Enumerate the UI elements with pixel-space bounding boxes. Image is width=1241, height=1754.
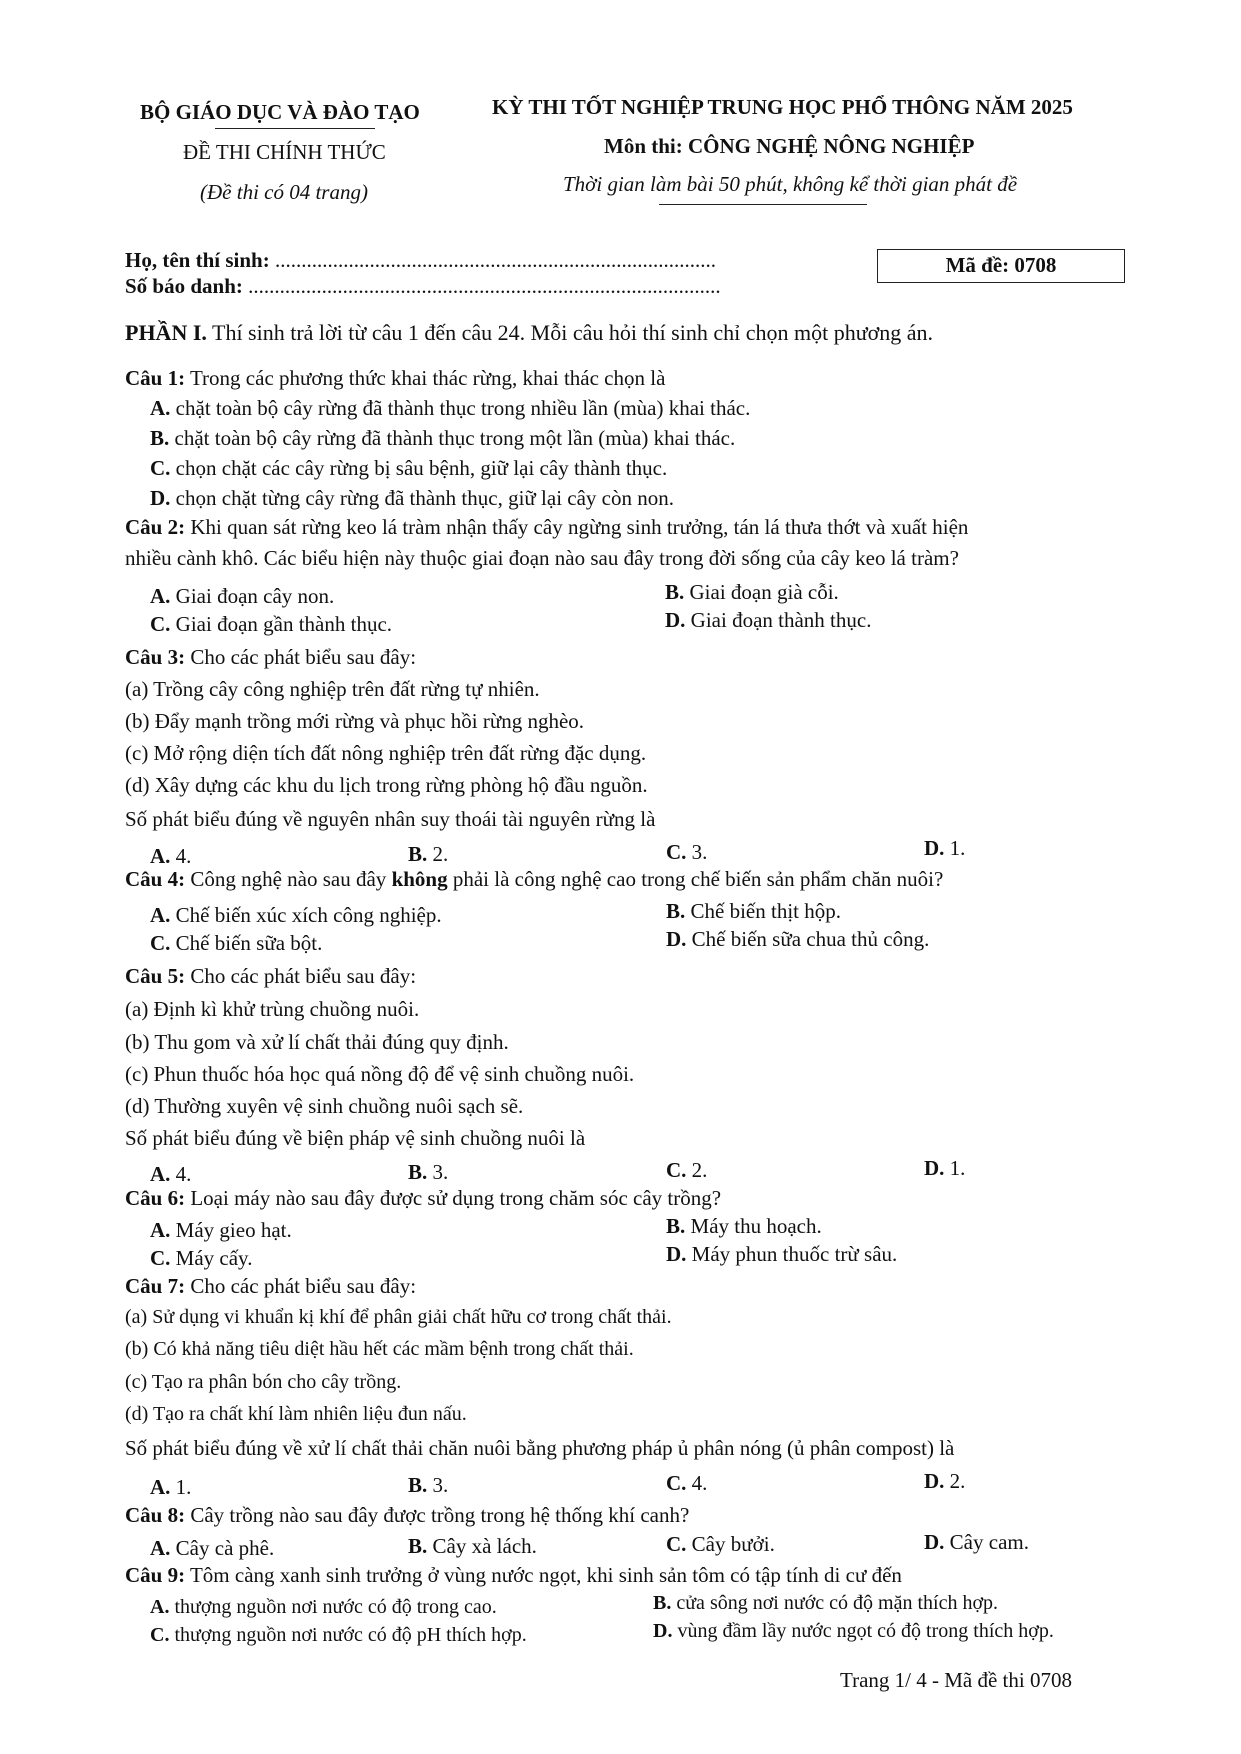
option-text: Cây xà lách. <box>432 1534 537 1558</box>
question-5 <box>125 964 416 989</box>
option-text: 4. <box>175 1162 192 1186</box>
question-2 <box>125 515 968 540</box>
option-letter: A. <box>150 396 171 420</box>
option-letter: D. <box>924 836 945 860</box>
q2-option-b[interactable] <box>665 580 839 605</box>
option-text: Giai đoạn cây non. <box>175 584 335 608</box>
question-6 <box>125 1186 721 1211</box>
option-text: Chế biến sữa chua thủ công. <box>691 927 930 951</box>
q5-statement-a: (a) Định kì khử trùng chuồng nuôi. <box>125 997 420 1021</box>
exam-code-label: Mã đề: <box>945 253 1010 277</box>
q3-option-b[interactable] <box>408 842 448 867</box>
q7-statement-d: (d) Tạo ra chất khí làm nhiên liệu đun nấu. <box>125 1403 467 1425</box>
option-text: Cây cà phê. <box>175 1536 275 1560</box>
page-footer: Trang 1/ 4 - Mã đề thi 0708 <box>840 1668 1072 1692</box>
option-text: Máy gieo hạt. <box>175 1218 292 1242</box>
option-text: 4. <box>691 1471 708 1495</box>
q5-ask: Số phát biểu đúng về biện pháp vệ sinh chuồng nuôi là <box>125 1126 586 1150</box>
q7-statement-b: (b) Có khả năng tiêu diệt hầu hết các mầm bệnh trong chất thải. <box>125 1338 634 1360</box>
q3-statement-a: (a) Trồng cây công nghiệp trên đất rừng tự nhiên. <box>125 677 540 701</box>
subject-name: CÔNG NGHỆ NÔNG NGHIỆP <box>688 134 975 158</box>
option-letter: B. <box>665 580 685 604</box>
option-letter: A. <box>150 1475 171 1499</box>
candidate-name-row <box>125 248 716 273</box>
option-text: 1. <box>949 836 966 860</box>
page-count-note: (Đề thi có 04 trang) <box>200 180 368 204</box>
option-letter: A. <box>150 1596 170 1618</box>
q3-statement-b: (b) Đẩy mạnh trồng mới rừng và phục hồi rừng nghèo. <box>125 709 585 733</box>
part1-label: PHẦN I. <box>125 320 207 345</box>
question-stem: Trong các phương thức khai thác rừng, khai thác chọn là <box>189 366 666 390</box>
option-letter: C. <box>150 1624 170 1646</box>
q4-option-b[interactable] <box>666 899 841 924</box>
q7-option-a[interactable] <box>150 1475 191 1500</box>
option-text: chặt toàn bộ cây rừng đã thành thục trong một lần (mùa) khai thác. <box>174 426 736 450</box>
q4-option-a[interactable] <box>150 903 442 928</box>
option-text: 1. <box>949 1156 966 1180</box>
option-letter: D. <box>665 608 686 632</box>
option-text: Cây cam. <box>949 1530 1029 1554</box>
q4-option-c[interactable] <box>150 931 322 956</box>
candidate-name-field[interactable]: .................................................................................... <box>274 248 716 272</box>
question-stem-rest: phải là công nghệ cao trong chế biến sản phẩm chăn nuôi? <box>452 867 944 891</box>
question-label: Câu 3: <box>125 645 186 669</box>
option-text: Giai đoạn thành thục. <box>690 608 872 632</box>
question-4 <box>125 867 943 892</box>
q1-option-b[interactable] <box>150 426 735 451</box>
option-letter: B. <box>408 1160 428 1184</box>
part1-text: Thí sinh trả lời từ câu 1 đến câu 24. Mỗi câu hỏi thí sinh chỉ chọn một phương án. <box>212 320 934 345</box>
option-text: 2. <box>432 842 449 866</box>
question-1 <box>125 366 665 391</box>
option-text: Chế biến sữa bột. <box>175 931 323 955</box>
question-label: Câu 5: <box>125 964 186 988</box>
q3-option-a[interactable] <box>150 844 191 869</box>
question-stem: Loại máy nào sau đây được sử dụng trong chăm sóc cây trồng? <box>190 1186 722 1210</box>
option-text: thượng nguồn nơi nước có độ trong cao. <box>174 1596 497 1618</box>
question-label: Câu 7: <box>125 1274 186 1298</box>
time-underline <box>659 204 867 205</box>
q6-option-c[interactable] <box>150 1246 252 1271</box>
option-text: 2. <box>691 1158 708 1182</box>
q1-option-c[interactable] <box>150 456 667 481</box>
option-letter: B. <box>408 1473 428 1497</box>
subject-label: Môn thi: <box>604 134 683 158</box>
question-label: Câu 9: <box>125 1563 186 1587</box>
option-letter: B. <box>666 1214 686 1238</box>
option-letter: D. <box>150 486 171 510</box>
candidate-id-row <box>125 274 721 299</box>
option-letter: A. <box>150 844 171 868</box>
q5-statement-d: (d) Thường xuyên vệ sinh chuồng nuôi sạch sẽ. <box>125 1094 524 1118</box>
q9-option-a[interactable] <box>150 1596 497 1619</box>
q7-option-d[interactable] <box>924 1469 965 1494</box>
option-text: 3. <box>432 1473 449 1497</box>
option-letter: C. <box>666 1158 687 1182</box>
part1-instructions <box>125 320 933 346</box>
option-text: Máy cấy. <box>175 1246 253 1270</box>
official-exam-label: ĐỀ THI CHÍNH THỨC <box>183 140 386 164</box>
option-letter: A. <box>150 1162 171 1186</box>
option-text: 3. <box>691 840 708 864</box>
q3-option-c[interactable] <box>666 840 707 865</box>
question-2-cont: nhiều cành khô. Các biểu hiện này thuộc giai đoạn nào sau đây trong đời sống của cây keo lá tràm? <box>125 546 959 570</box>
q5-option-b[interactable] <box>408 1160 448 1185</box>
option-letter: C. <box>666 1532 687 1556</box>
option-letter: A. <box>150 903 171 927</box>
q7-option-b[interactable] <box>408 1473 448 1498</box>
question-stem: Tôm càng xanh sinh trưởng ở vùng nước ngọt, khi sinh sản tôm có tập tính di cư đến <box>189 1563 902 1587</box>
option-text: chọn chặt từng cây rừng đã thành thục, giữ lại cây còn non. <box>175 486 675 510</box>
q3-statement-c: (c) Mở rộng diện tích đất nông nghiệp trên đất rừng đặc dụng. <box>125 741 647 765</box>
option-letter: D. <box>666 927 687 951</box>
exam-title: KỲ THI TỐT NGHIỆP TRUNG HỌC PHỔ THÔNG NĂM 2025 <box>492 95 1073 119</box>
option-letter: C. <box>150 1246 171 1270</box>
exam-code: 0708 <box>1014 253 1057 277</box>
q8-option-c[interactable] <box>666 1532 775 1557</box>
question-3 <box>125 645 416 670</box>
q5-statement-b: (b) Thu gom và xử lí chất thải đúng quy định. <box>125 1030 509 1054</box>
option-letter: A. <box>150 1218 171 1242</box>
q6-option-a[interactable] <box>150 1218 292 1243</box>
option-letter: C. <box>150 931 171 955</box>
q7-statement-c: (c) Tạo ra phân bón cho cây trồng. <box>125 1371 402 1393</box>
option-letter: D. <box>666 1242 687 1266</box>
question-stem: Cho các phát biểu sau đây: <box>190 1274 417 1298</box>
option-text: 3. <box>432 1160 449 1184</box>
q1-option-a[interactable] <box>150 396 750 421</box>
ministry-title: BỘ GIÁO DỤC VÀ ĐÀO TẠO <box>140 100 420 124</box>
ministry-underline <box>215 128 375 129</box>
q9-option-b[interactable] <box>653 1592 998 1615</box>
q3-option-d[interactable] <box>924 836 965 861</box>
q5-option-d[interactable] <box>924 1156 965 1181</box>
question-8 <box>125 1503 689 1528</box>
option-letter: C. <box>150 456 171 480</box>
question-stem: Khi quan sát rừng keo lá tràm nhận thấy cây ngừng sinh trưởng, tán lá thưa thớt và xuất hiện <box>190 515 969 539</box>
option-letter: C. <box>666 1471 687 1495</box>
question-stem: Cây trồng nào sau đây được trồng trong hệ thống khí canh? <box>190 1503 690 1527</box>
q6-option-d[interactable] <box>666 1242 897 1267</box>
question-label: Câu 8: <box>125 1503 186 1527</box>
option-text: Giai đoạn gần thành thục. <box>175 612 393 636</box>
option-text: 4. <box>175 844 192 868</box>
option-text: vùng đầm lầy nước ngọt có độ trong thích hợp. <box>677 1620 1054 1642</box>
option-letter: D. <box>924 1156 945 1180</box>
time-note: Thời gian làm bài 50 phút, không kể thời gian phát đề <box>563 172 1018 196</box>
candidate-id-label: Số báo danh: <box>125 274 243 298</box>
question-stem: Công nghệ nào sau đây <box>190 867 387 891</box>
option-letter: C. <box>150 612 171 636</box>
q2-option-a[interactable] <box>150 584 334 609</box>
option-letter: D. <box>924 1530 945 1554</box>
q7-option-c[interactable] <box>666 1471 707 1496</box>
option-letter: C. <box>666 840 687 864</box>
candidate-id-field[interactable]: .......................................................................................... <box>248 274 721 298</box>
question-label: Câu 2: <box>125 515 186 539</box>
q6-option-b[interactable] <box>666 1214 822 1239</box>
option-text: Cây bưởi. <box>691 1532 775 1556</box>
option-letter: B. <box>408 1534 428 1558</box>
option-letter: A. <box>150 1536 171 1560</box>
option-text: 2. <box>949 1469 966 1493</box>
exam-code-box <box>877 249 1125 283</box>
q2-option-d[interactable] <box>665 608 871 633</box>
option-text: Giai đoạn già cỗi. <box>689 580 839 604</box>
question-stem: Cho các phát biểu sau đây: <box>190 645 417 669</box>
option-letter: B. <box>666 899 686 923</box>
question-label: Câu 1: <box>125 366 186 390</box>
option-letter: B. <box>150 426 170 450</box>
option-text: cửa sông nơi nước có độ mặn thích hợp. <box>676 1592 999 1614</box>
candidate-name-label: Họ, tên thí sinh: <box>125 248 270 272</box>
q7-statement-a: (a) Sử dụng vi khuẩn kị khí để phân giải chất hữu cơ trong chất thải. <box>125 1306 672 1328</box>
q3-statement-d: (d) Xây dựng các khu du lịch trong rừng phòng hộ đầu nguồn. <box>125 773 648 797</box>
subject-line <box>604 134 974 159</box>
question-stem-emphasis: không <box>391 867 448 891</box>
q7-ask: Số phát biểu đúng về xử lí chất thải chăn nuôi bằng phương pháp ủ phân nóng (ủ phân compost) là <box>125 1436 955 1460</box>
option-text: 1. <box>175 1475 192 1499</box>
option-text: thượng nguồn nơi nước có độ pH thích hợp. <box>174 1624 527 1646</box>
q1-option-d[interactable] <box>150 486 674 511</box>
question-label: Câu 6: <box>125 1186 186 1210</box>
q5-option-a[interactable] <box>150 1162 191 1187</box>
q9-option-c[interactable] <box>150 1624 527 1647</box>
option-letter: D. <box>924 1469 945 1493</box>
q5-option-c[interactable] <box>666 1158 707 1183</box>
q4-option-d[interactable] <box>666 927 929 952</box>
q8-option-a[interactable] <box>150 1536 274 1561</box>
question-label: Câu 4: <box>125 867 186 891</box>
option-letter: B. <box>408 842 428 866</box>
question-7 <box>125 1274 416 1299</box>
question-9 <box>125 1563 902 1588</box>
q8-option-b[interactable] <box>408 1534 537 1559</box>
q8-option-d[interactable] <box>924 1530 1029 1555</box>
q3-ask: Số phát biểu đúng về nguyên nhân suy thoái tài nguyên rừng là <box>125 807 656 831</box>
option-letter: A. <box>150 584 171 608</box>
option-text: Chế biến xúc xích công nghiệp. <box>175 903 442 927</box>
q5-statement-c: (c) Phun thuốc hóa học quá nồng độ để vệ sinh chuồng nuôi. <box>125 1062 635 1086</box>
question-stem: Cho các phát biểu sau đây: <box>190 964 417 988</box>
q9-option-d[interactable] <box>653 1620 1054 1643</box>
option-text: Máy thu hoạch. <box>690 1214 822 1238</box>
option-letter: D. <box>653 1620 673 1642</box>
option-text: Máy phun thuốc trừ sâu. <box>691 1242 898 1266</box>
q2-option-c[interactable] <box>150 612 392 637</box>
option-text: chọn chặt các cây rừng bị sâu bệnh, giữ lại cây thành thục. <box>175 456 668 480</box>
option-letter: B. <box>653 1592 672 1614</box>
option-text: Chế biến thịt hộp. <box>690 899 842 923</box>
option-text: chặt toàn bộ cây rừng đã thành thục trong nhiều lần (mùa) khai thác. <box>175 396 751 420</box>
